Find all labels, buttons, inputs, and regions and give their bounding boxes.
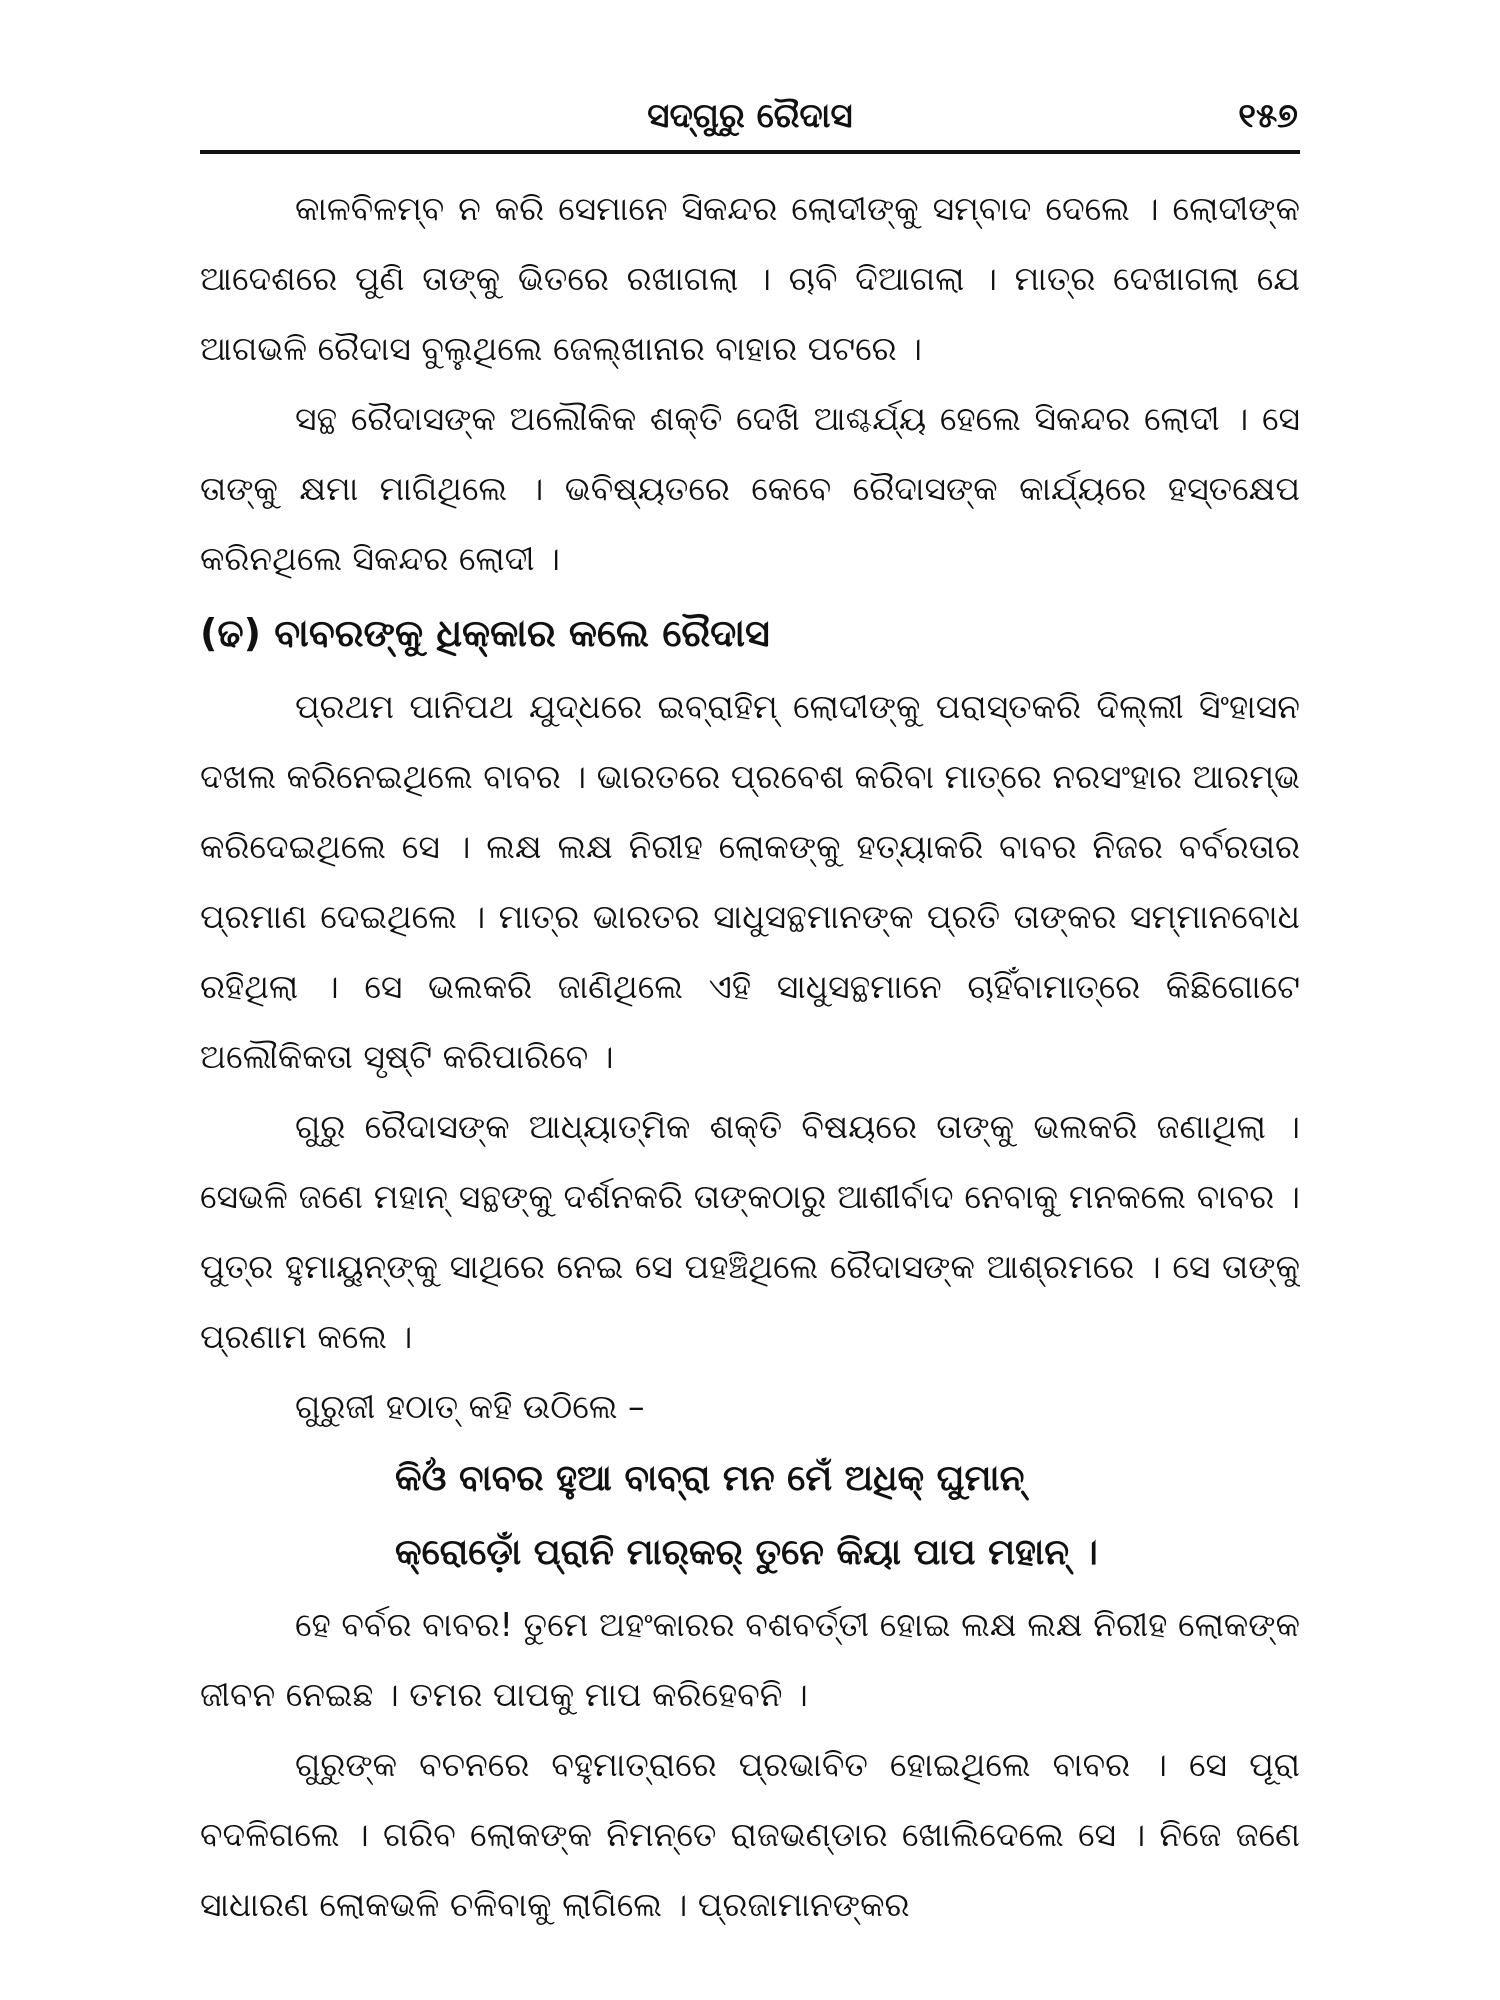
paragraph-4: ଗୁରୁ ରୈଦାସଙ୍କ ଆଧ୍ୟାତ୍ମିକ ଶକ୍ତି ବିଷୟରେ ତାଙ୍କୁ ଭଲକରି ଜଣାଥିଲା । ସେଭଳି ଜଣେ ମହାନ୍ ସନ୍ଥଙ୍କୁ ଦର୍ଶନକରି ତାଙ୍କଠାରୁ ଆଶୀର୍ବାଦ ନେବାକୁ ମନକଲେ ବାବର । ପୁତ୍ର ହୁମାୟୁନ୍‌ଙ୍କୁ ସାଥିରେ ନେଇ ସେ ପହଞ୍ଚିଥିଲେ ରୈଦାସଙ୍କ ଆଶ୍ରମରେ । ସେ ତାଙ୍କୁ ପ୍ରଣାମ କଲେ । [200, 1107, 1300, 1356]
paragraph-2: ସନ୍ଥ ରୈଦାସଙ୍କ ଅଲୌକିକ ଶକ୍ତି ଦେଖି ଆଶ୍ଚର୍ଯ୍ୟ ହେଲେ ସିକନ୍ଦର ଲୋଦୀ । ସେ ତାଙ୍କୁ କ୍ଷମା ମାଗିଥିଲେ । ଭବିଷ୍ୟତରେ କେବେ ରୈଦାସଙ୍କ କାର୍ଯ୍ୟରେ ହସ୍ତକ୍ଷେପ କରିନଥିଲେ ସିକନ୍ଦର ଲୋଦୀ । [200, 399, 1300, 578]
paragraph-7: ଗୁରୁଙ୍କ ବଚନରେ ବହୁମାତ୍ରାରେ ପ୍ରଭାବିତ ହୋଇଥିଲେ ବାବର । ସେ ପୂରା ବଦଳିଗଲେ । ଗରିବ ଲୋକଙ୍କ ନିମନ୍ତେ ରାଜଭଣ୍ଡାର ଖୋଲିଦେଲେ ସେ । ନିଜେ ଜଣେ ସାଧାରଣ ଲୋକଭଳି ଚଳିବାକୁ ଲାଗିଲେ । ପ୍ରଜାମାନଙ୍କର [200, 1745, 1300, 1924]
running-title: ସଦ୍‌ଗୁରୁ ରୈଦାସ [647, 96, 853, 136]
page-body [200, 154, 1300, 1940]
page-number: ୧୫୭ [1238, 96, 1298, 136]
book-page [200, 90, 1300, 1940]
paragraph-3: ପ୍ରଥମ ପାନିପଥ ଯୁଦ୍ଧରେ ଇବ୍ରାହିମ୍ ଲୋଦୀଙ୍କୁ ପରାସ୍ତକରି ଦିଲ୍ଲୀ ସିଂହାସନ ଦଖଲ କରିନେଇଥିଲେ ବାବର । ଭାରତରେ ପ୍ରବେଶ କରିବା ମାତ୍ରେ ନରସଂହାର ଆରମ୍ଭ କରିଦେଇଥିଲେ ସେ । ଲକ୍ଷ ଲକ୍ଷ ନିରୀହ ଲୋକଙ୍କୁ ହତ୍ୟାକରି ବାବର ନିଜର ବର୍ବରତାର ପ୍ରମାଣ ଦେଇଥିଲେ । ମାତ୍ର ଭାରତର ସାଧୁସନ୍ଥମାନଙ୍କ ପ୍ରତି ତାଙ୍କର ସମ୍ମାନବୋଧ ରହିଥିଲା । ସେ ଭଲକରି ଜାଣିଥିଲେ ଏହି ସାଧୁସନ୍ଥମାନେ ଚାହିଁବାମାତ୍ରେ କିଛିଗୋଟେ ଅଲୌକିକତା ସୃଷ୍ଟି କରିପାରିବେ । [200, 687, 1300, 1076]
paragraph-1: କାଳବିଳମ୍ବ ନ କରି ସେମାନେ ସିକନ୍ଦର ଲୋଦୀଙ୍କୁ ସମ୍ବାଦ ଦେଲେ । ଲୋଦୀଙ୍କ ଆଦେଶରେ ପୁଣି ତାଙ୍କୁ ଭିତରେ ରଖାଗଲା । ଚାବି ଦିଆଗଲା । ମାତ୍ର ଦେଖାଗଲା ଯେ ଆଗଭଳି ରୈଦାସ ବୁଲୁଥିଲେ ଜେଲ୍‌ଖାନାର ବାହାର ପଟରେ । [200, 189, 1300, 368]
paragraph-5: ଗୁରୁଜୀ ହଠାତ୍ କହି ଉଠିଲେ – [295, 1387, 645, 1426]
page-header [200, 90, 1300, 154]
section-heading: (ଢ) ବାବରଙ୍କୁ ଧିକ୍କାର କଲେ ରୈଦାସ [200, 611, 770, 655]
verse-line-2: କ୍ରୋଡ଼ୋଁ ପ୍ରାନି ମାର୍‌କର୍ ତୁନେ କିୟା ପାପ ମହାନ୍ । [395, 1532, 1098, 1573]
verse-line-1: କିଓଁ ବାବର ହୁଆ ବାବ୍ରା ମନ ମେଁ ଅଧିକ୍ ଘୁମାନ୍ [395, 1458, 1025, 1499]
paragraph-6: ହେ ବର୍ବର ବାବର! ତୁମେ ଅହଂକାରର ବଶବର୍ତ୍ତୀ ହୋଇ ଲକ୍ଷ ଲକ୍ଷ ନିରୀହ ଲୋକଙ୍କ ଜୀବନ ନେଇଛ । ତମର ପାପକୁ ମାପ କରିହେବନି । [200, 1605, 1300, 1714]
